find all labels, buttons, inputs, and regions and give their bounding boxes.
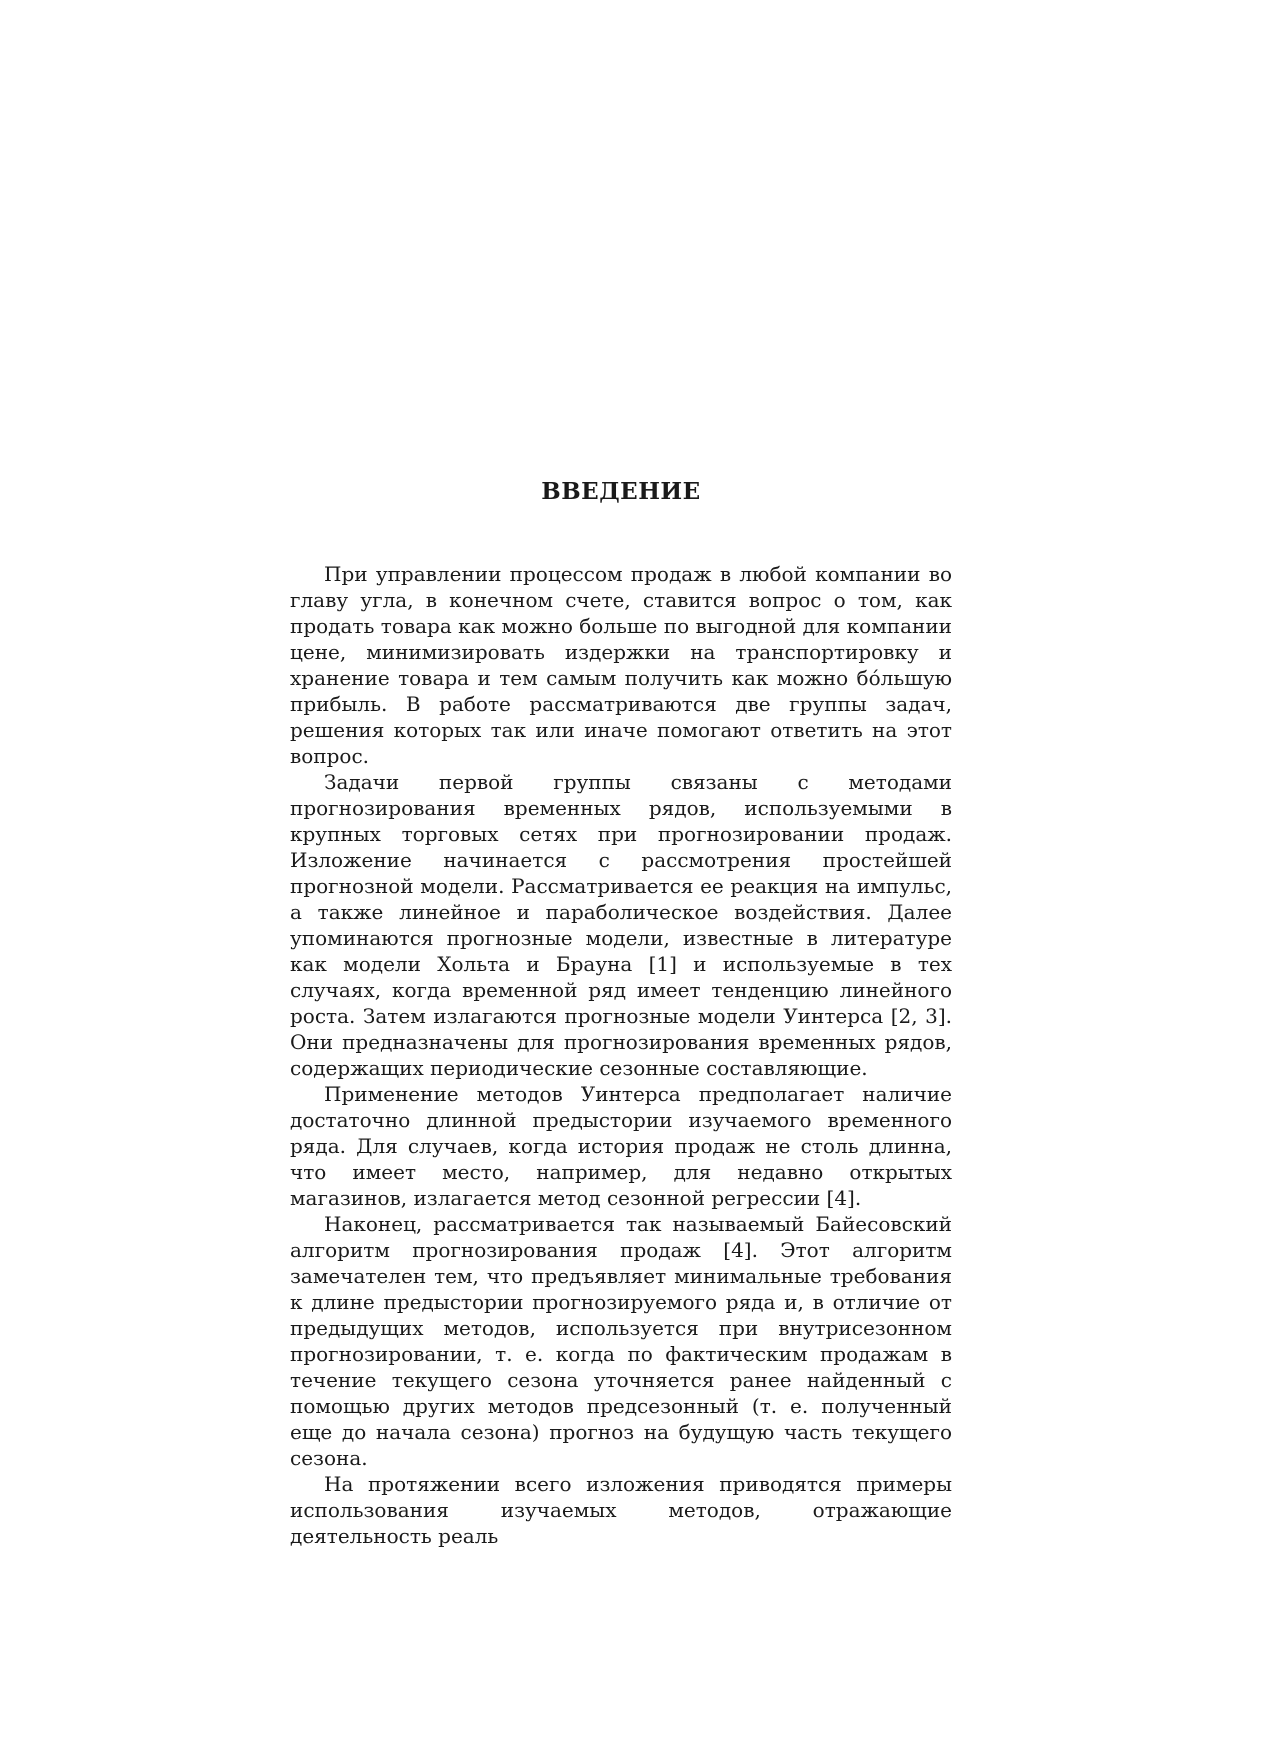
- paragraph-2: Задачи первой группы связаны с методами прогнозирования временных рядов, используемыми в крупных торговых сетях при прогнозировании продаж. Изложение начинается с рассмотрения простейшей прогнозной модели. Рассматривается ее реакция на импульс, а также линейное и параболическое воздействия. Далее упоминаются прогнозные модели, известные в литературе как модели Хольта и Брауна [1] и используемые в тех случаях, когда временной ряд имеет тенденцию линейного роста. Затем излагаются прогнозные модели Уинтерса [2, 3]. Они предназначены для прогнозирования временных рядов, содержащих периодические сезонные составляющие.: [290, 770, 952, 1080]
- chapter-title: ВВЕДЕНИЕ: [541, 478, 701, 505]
- paragraph-1: При управлении процессом продаж в любой компании во главу угла, в конечном счете, ставится вопрос о том, как продать товара как можно больше по выгодной для компании цене, минимизировать издержки на транспортировку и хранение товара и тем самым получить как можно бо́льшую прибыль. В работе рассматриваются две группы задач, решения которых так или иначе помогают ответить на этот вопрос.: [290, 562, 952, 768]
- page-content: [290, 478, 952, 1549]
- paragraph-3: Применение методов Уинтерса предполагает наличие достаточно длинной предыстории изучаемого временного ряда. Для случаев, когда история продаж не столь длинна, что имеет место, например, для недавно открытых магазинов, излагается метод сезонной регрессии [4].: [290, 1082, 952, 1210]
- paragraph-5: На протяжении всего изложения приводятся примеры использования изучаемых методов, отражающие деятельность реаль: [290, 1472, 952, 1548]
- paragraph-4: Наконец, рассматривается так называемый Байесовский алгоритм прогнозирования продаж [4]. Этот алгоритм замечателен тем, что предъявляет минимальные требования к длине предыстории прогнозируемого ряда и, в отличие от предыдущих методов, используется при внутрисезонном прогнозировании, т. е. когда по фактическим продажам в течение текущего сезона уточняется ранее найденный с помощью других методов предсезонный (т. е. полученный еще до начала сезона) прогноз на будущую часть текущего сезона.: [290, 1212, 952, 1470]
